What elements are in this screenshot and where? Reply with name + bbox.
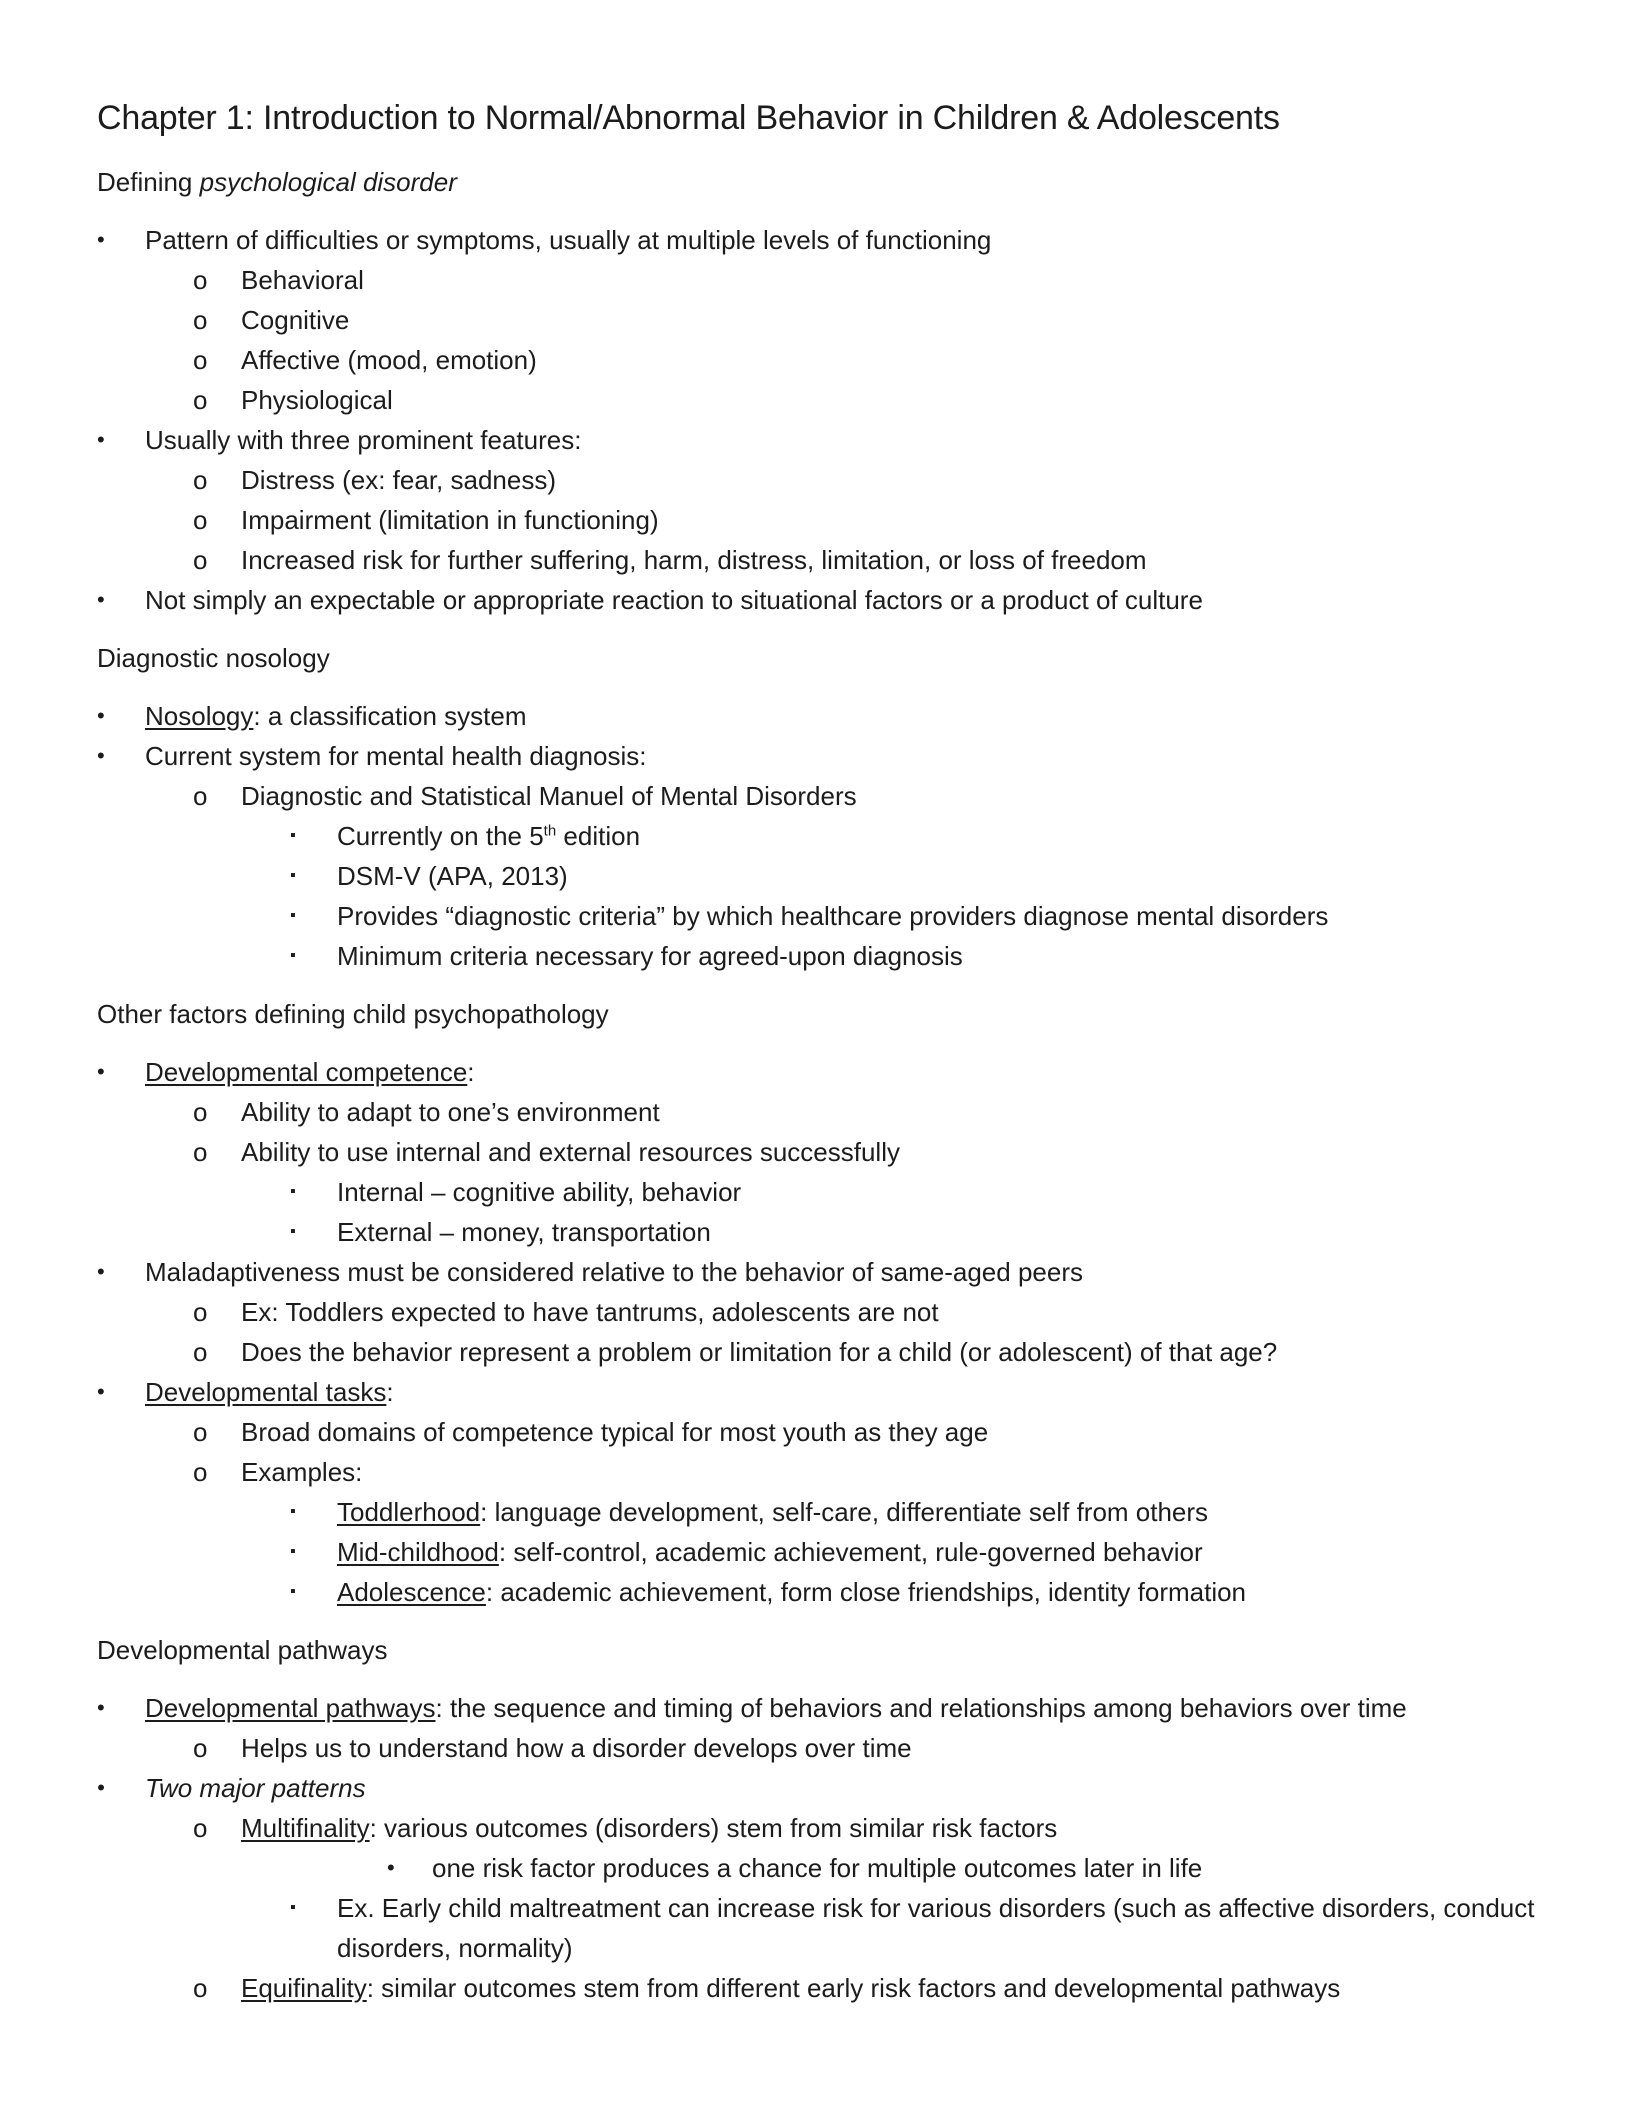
list-item [97, 1808, 1580, 1968]
square-bullet-icon: ▪ [290, 1503, 296, 1520]
bullet-list [97, 696, 1580, 976]
underlined-term: Developmental competence [145, 1057, 468, 1087]
bullet-icon: • [97, 587, 105, 612]
underlined-term: Multifinality [241, 1813, 370, 1843]
circle-bullet-icon: o [193, 781, 208, 811]
item-text: Maladaptiveness must be considered relative to the behavior of same-aged peers [145, 1257, 1083, 1287]
underlined-term: Nosology [145, 701, 254, 731]
item-text: : similar outcomes stem from different early risk factors and developmental pathways [366, 1973, 1341, 2003]
item-text: Distress (ex: fear, sadness) [241, 465, 556, 495]
bullet-icon: • [97, 1059, 105, 1084]
underlined-term: Developmental tasks [145, 1377, 387, 1407]
list-item [97, 1332, 1580, 1372]
page-title: Chapter 1: Introduction to Normal/Abnormal Behavior in Children & Adolescents [97, 99, 1280, 137]
list-item [97, 260, 1580, 300]
list-item [97, 220, 1580, 420]
bullet-icon: • [97, 703, 105, 728]
list-item [97, 1212, 1580, 1252]
circle-bullet-icon: o [193, 1813, 208, 1843]
list-item [97, 736, 1580, 976]
list-item [97, 1092, 1580, 1132]
item-text: Physiological [241, 385, 393, 415]
sub-list [97, 1728, 1580, 1768]
sub-sub-list [97, 816, 1580, 976]
item-text: Usually with three prominent features: [145, 425, 582, 455]
item-text: Does the behavior represent a problem or limitation for a child (or adolescent) of that age? [241, 1337, 1278, 1367]
list-item [97, 1452, 1580, 1612]
item-text: Current system for mental health diagnosis: [145, 741, 647, 771]
item-text: Pattern of difficulties or symptoms, usually at multiple levels of functioning [145, 225, 992, 255]
list-item [97, 1688, 1580, 1768]
circle-bullet-icon: o [193, 1973, 208, 2003]
list-item [97, 580, 1580, 620]
underlined-term: Mid-childhood [337, 1537, 499, 1567]
item-text: edition [556, 821, 641, 851]
sub-sub-list [97, 1492, 1580, 1612]
circle-bullet-icon: o [193, 1417, 208, 1447]
underlined-term: Equifinality [241, 1973, 367, 2003]
bullet-icon: • [97, 743, 105, 768]
section-heading-developmental-pathways: Developmental pathways [97, 1635, 388, 1665]
square-bullet-icon: ▪ [290, 1583, 296, 1600]
sub-sub-list [97, 1172, 1580, 1252]
list-item [97, 420, 1580, 580]
circle-bullet-icon: o [193, 1297, 208, 1327]
sub-list [97, 1092, 1580, 1252]
bullet-icon: • [97, 427, 105, 452]
square-bullet-icon: ▪ [290, 1899, 296, 1916]
item-text: : various outcomes (disorders) stem from similar risk factors [369, 1813, 1058, 1843]
sub-list [97, 1808, 1580, 2008]
heading-text: Defining [97, 167, 200, 197]
item-text: Broad domains of competence typical for most youth as they age [241, 1417, 989, 1447]
sub-list [97, 460, 1580, 580]
list-item [97, 1768, 1580, 2008]
list-item [97, 1052, 1580, 1252]
underlined-term: Toddlerhood [337, 1497, 481, 1527]
circle-bullet-icon: o [193, 1337, 208, 1367]
bullet-icon: • [97, 1259, 105, 1284]
circle-bullet-icon: o [193, 545, 208, 575]
list-item [97, 1252, 1580, 1372]
item-text: Ex. Early child maltreatment can increase risk for various disorders (such as affective disorders, conduct disorders, normality) [337, 1893, 1535, 1963]
item-text: External – money, transportation [337, 1217, 711, 1247]
item-text: Impairment (limitation in functioning) [241, 505, 659, 535]
list-item [97, 1888, 1580, 1968]
list-item [97, 816, 1580, 856]
list-item [97, 1292, 1580, 1332]
item-text: : a classification system [253, 701, 527, 731]
circle-bullet-icon: o [193, 1137, 208, 1167]
square-bullet-icon: ▪ [290, 1183, 296, 1200]
square-bullet-icon: ▪ [290, 867, 296, 884]
sub-list [97, 260, 1580, 420]
item-text: Behavioral [241, 265, 364, 295]
item-text: Ability to adapt to one’s environment [241, 1097, 660, 1127]
list-item [97, 1412, 1580, 1452]
section-heading-other-factors: Other factors defining child psychopathology [97, 999, 609, 1029]
item-text: one risk factor produces a chance for multiple outcomes later in life [432, 1853, 1203, 1883]
list-item [97, 896, 1580, 936]
list-item [97, 936, 1580, 976]
sub-list [97, 776, 1580, 976]
bullet-icon: • [97, 1775, 105, 1800]
circle-bullet-icon: o [193, 265, 208, 295]
circle-bullet-icon: o [193, 1097, 208, 1127]
list-item [97, 1572, 1580, 1612]
item-text: Ex: Toddlers expected to have tantrums, adolescents are not [241, 1297, 939, 1327]
item-text: Increased risk for further suffering, harm, distress, limitation, or loss of freedom [241, 545, 1147, 575]
square-bullet-icon: ▪ [290, 947, 296, 964]
list-item [97, 1968, 1580, 2008]
heading-italic-text: psychological disorder [199, 167, 457, 197]
circle-bullet-icon: o [193, 505, 208, 535]
item-text: Helps us to understand how a disorder develops over time [241, 1733, 912, 1763]
section-heading-defining-disorder [97, 164, 1580, 200]
sub-list [97, 1412, 1580, 1612]
bullet-list [97, 220, 1580, 620]
item-text: Cognitive [241, 305, 350, 335]
section-heading-diagnostic-nosology: Diagnostic nosology [97, 643, 330, 673]
item-text: DSM-V (APA, 2013) [337, 861, 568, 891]
square-bullet-icon: ▪ [290, 827, 296, 844]
bullet-icon: • [97, 1379, 105, 1404]
bullet-icon: • [97, 1695, 105, 1720]
bullet-icon: • [387, 1855, 395, 1880]
square-bullet-icon: ▪ [290, 907, 296, 924]
item-text: Affective (mood, emotion) [241, 345, 537, 375]
item-text: Internal – cognitive ability, behavior [337, 1177, 742, 1207]
list-item [97, 1532, 1580, 1572]
item-text: Diagnostic and Statistical Manuel of Mental Disorders [241, 781, 857, 811]
item-text: Two major patterns [145, 1773, 366, 1803]
item-text: : the sequence and timing of behaviors and relationships among behaviors over time [435, 1693, 1407, 1723]
item-text: Not simply an expectable or appropriate reaction to situational factors or a product of culture [145, 585, 1203, 615]
item-text: Examples: [241, 1457, 363, 1487]
circle-bullet-icon: o [193, 305, 208, 335]
list-item [97, 1492, 1580, 1532]
circle-bullet-icon: o [193, 345, 208, 375]
item-text: : academic achievement, form close friendships, identity formation [485, 1577, 1247, 1607]
item-text: : [386, 1377, 394, 1407]
item-text: : self-control, academic achievement, rule-governed behavior [498, 1537, 1203, 1567]
item-text: Currently on the 5 [337, 821, 544, 851]
list-item [97, 540, 1580, 580]
list-item [97, 300, 1580, 340]
underlined-term: Adolescence [337, 1577, 486, 1607]
list-item [97, 460, 1580, 500]
list-item [97, 696, 1580, 736]
bullet-icon: • [97, 227, 105, 252]
circle-bullet-icon: o [193, 1733, 208, 1763]
square-bullet-icon: ▪ [290, 1543, 296, 1560]
sub-sub-list [97, 1848, 1580, 1968]
square-bullet-icon: ▪ [290, 1223, 296, 1240]
item-text: Ability to use internal and external resources successfully [241, 1137, 900, 1167]
underlined-term: Developmental pathways [145, 1693, 436, 1723]
list-item [97, 856, 1580, 896]
list-item [97, 1172, 1580, 1212]
superscript: th [543, 822, 557, 840]
list-item [97, 500, 1580, 540]
circle-bullet-icon: o [193, 1457, 208, 1487]
list-item [97, 1132, 1580, 1252]
item-text: Provides “diagnostic criteria” by which healthcare providers diagnose mental disorders [337, 901, 1329, 931]
list-item [97, 340, 1580, 380]
item-text: : [467, 1057, 475, 1087]
item-text: Minimum criteria necessary for agreed-upon diagnosis [337, 941, 963, 971]
sub-list [97, 1292, 1580, 1372]
item-text: : language development, self-care, differentiate self from others [480, 1497, 1209, 1527]
circle-bullet-icon: o [193, 465, 208, 495]
bullet-list [97, 1052, 1580, 1612]
list-item [97, 1728, 1580, 1768]
list-item [97, 1848, 1580, 1888]
bullet-list [97, 1688, 1580, 2008]
list-item [97, 776, 1580, 976]
list-item [97, 380, 1580, 420]
list-item [97, 1372, 1580, 1612]
circle-bullet-icon: o [193, 385, 208, 415]
